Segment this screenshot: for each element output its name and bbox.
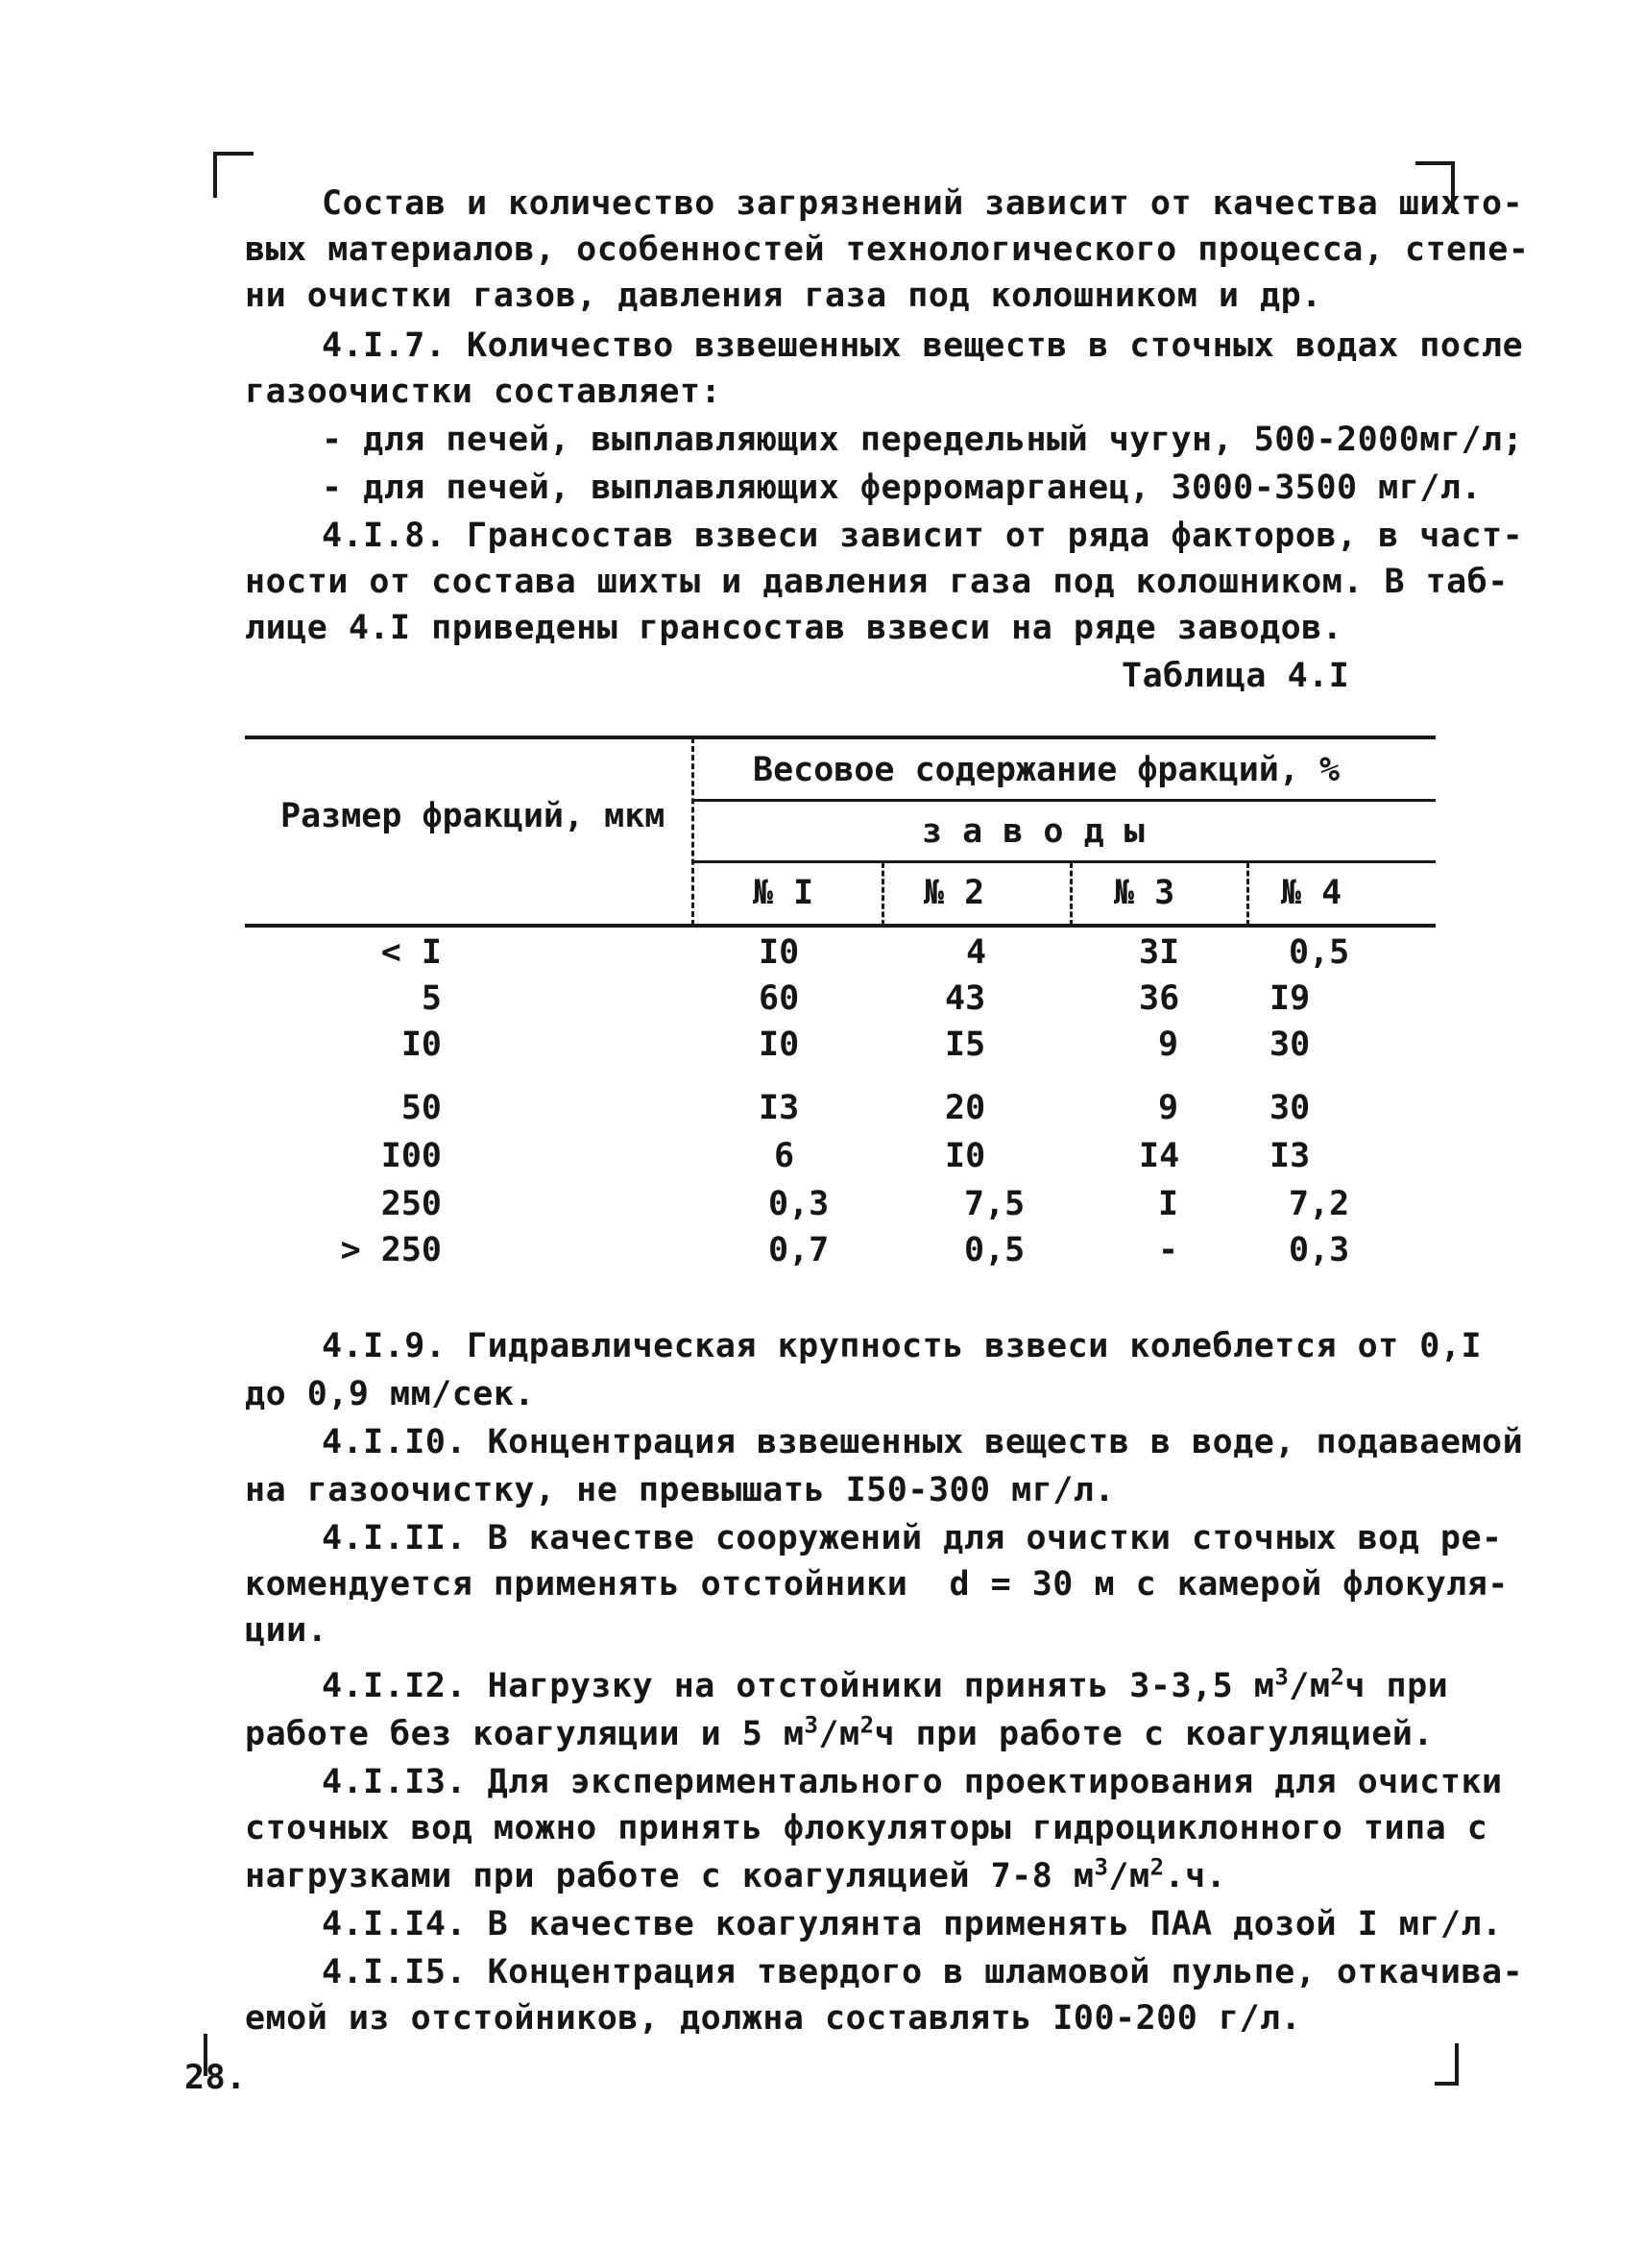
cell-value: I5 [945, 1025, 986, 1064]
table-header-bottom-rule [245, 924, 1436, 928]
cell-value: 9 [1158, 1025, 1179, 1064]
text-line: 4.I.7. Количество взвешенных веществ в сточных водах после [322, 326, 1524, 365]
text-segment: 4.I.I2. Нагрузку на отстойники принять 3-3,5 м [322, 1667, 1275, 1705]
cell-value: 6 [774, 1137, 795, 1175]
text-line: комендуется применять отстойники d = 30 м с камерой флокуля- [245, 1565, 1509, 1604]
cell-value: 43 [945, 979, 986, 1018]
cell-value: 30 [1269, 1025, 1311, 1064]
table-caption: Таблица 4.I [1122, 657, 1350, 695]
text-line: ности от состава шихты и давления газа под колошником. В таб- [245, 563, 1509, 601]
cell-value: I3 [759, 1089, 800, 1127]
superscript: 3 [1094, 1853, 1109, 1881]
cell-value: 30 [1269, 1089, 1311, 1127]
cell-value: - [1158, 1231, 1179, 1269]
text-line: ни очистки газов, давления газа под колошником и др. [245, 277, 1322, 315]
text-line: вых материалов, особенностей технологического процесса, степе- [245, 230, 1530, 269]
cell-value: 0,3 [768, 1185, 830, 1223]
page-number: 28. [184, 2059, 247, 2097]
table-col-divider [1070, 862, 1073, 926]
table-group-rule [693, 799, 1436, 802]
superscript: 2 [1330, 1663, 1345, 1691]
corner-mark-top-left-v [213, 152, 217, 198]
cell-value: 7,5 [964, 1185, 1026, 1223]
cell-size: 250 [380, 1185, 442, 1223]
cell-value: I0 [759, 1025, 800, 1064]
table-sub-rule [693, 860, 1436, 863]
corner-mark-bottom-right-h [1435, 2082, 1458, 2086]
table-header-size: Размер фракций, мкм [280, 797, 665, 835]
table-col-divider [882, 862, 884, 926]
superscript: 3 [1274, 1663, 1290, 1691]
table-header-plants: з а в о д ы [922, 812, 1145, 851]
table-col-divider [1246, 862, 1249, 926]
superscript: 2 [859, 1711, 875, 1739]
cell-value: 0,5 [1289, 933, 1350, 972]
text-line: 4.I.I0. Концентрация взвешенных веществ в воде, подаваемой [322, 1423, 1524, 1461]
cell-value: 20 [945, 1089, 986, 1127]
text-line: газоочистки составляет: [245, 373, 722, 411]
cell-value: 0,7 [768, 1231, 830, 1269]
cell-value: 3I [1139, 933, 1180, 972]
table-header-plant-2: № 2 [924, 874, 985, 912]
cell-size: I00 [380, 1137, 442, 1175]
text-line: на газоочистку, не превышать I50-300 мг/л. [245, 1471, 1116, 1509]
text-line: 4.I.9. Гидравлическая крупность взвеси колеблется от 0,I [322, 1327, 1483, 1365]
text-segment: ч при работе с коагуляцией. [874, 1715, 1434, 1753]
text-line [322, 1663, 1448, 1709]
cell-value: 36 [1139, 979, 1180, 1018]
table-header-group: Весовое содержание фракций, % [753, 751, 1341, 789]
cell-value: 0,5 [964, 1231, 1026, 1269]
corner-mark-bottom-right-v [1455, 2043, 1459, 2086]
text-line: 4.I.I3. Для экспериментального проектирования для очистки [322, 1763, 1503, 1801]
table-top-rule [245, 736, 1436, 739]
text-line: 4.I.8. Грансостав взвеси зависит от ряда факторов, в част- [322, 517, 1524, 555]
text-line: 4.I.I4. В качестве коагулянта применять ПАА дозой I мг/л. [322, 1905, 1503, 1943]
cell-size: 50 [400, 1089, 442, 1127]
text-line: 4.I.I5. Концентрация твердого в шламовой пульпе, откачива- [322, 1953, 1524, 1991]
text-line: ции. [245, 1611, 328, 1650]
text-segment: /м [818, 1715, 860, 1753]
cell-value: 4 [966, 933, 987, 972]
cell-value: 9 [1158, 1089, 1179, 1127]
text-line: Состав и количество загрязнений зависит от качества шихто- [322, 184, 1524, 223]
superscript: 2 [1149, 1853, 1165, 1881]
cell-value: I9 [1269, 979, 1311, 1018]
text-line: сточных вод можно принять флокуляторы гидроциклонного типа с [245, 1809, 1488, 1847]
cell-size: > 250 [340, 1231, 442, 1269]
cell-value: 0,3 [1289, 1231, 1350, 1269]
cell-value: 7,2 [1289, 1185, 1350, 1223]
cell-value: I0 [759, 933, 800, 972]
text-line: емой из отстойников, должна составлять I00-200 г/л. [245, 1999, 1302, 2038]
text-segment: /м [1289, 1667, 1331, 1705]
text-line [245, 1711, 1434, 1757]
text-line: - для печей, выплавляющих передельный чугун, 500-2000мг/л; [322, 421, 1524, 459]
cell-value: I4 [1139, 1137, 1180, 1175]
corner-mark-top-right-h [1415, 161, 1454, 165]
text-line: лице 4.I приведены грансостав взвеси на ряде заводов. [245, 609, 1343, 647]
superscript: 3 [804, 1711, 819, 1739]
cell-value: I3 [1269, 1137, 1311, 1175]
corner-mark-top-left-h [213, 152, 254, 156]
text-line: - для печей, выплавляющих ферромарганец, 3000-3500 мг/л. [322, 469, 1483, 507]
cell-value: 60 [759, 979, 800, 1018]
text-segment: .ч. [1164, 1857, 1227, 1895]
table-header-plant-1: № I [753, 874, 814, 912]
cell-value: I [1158, 1185, 1179, 1223]
table-header-plant-3: № 3 [1114, 874, 1175, 912]
text-segment: работе без коагуляции и 5 м [245, 1715, 805, 1753]
cell-value: I0 [945, 1137, 986, 1175]
table-col-divider [691, 737, 694, 926]
cell-size: I0 [400, 1025, 442, 1064]
text-segment: нагрузками при работе с коагуляцией 7-8 м [245, 1857, 1095, 1895]
cell-size: < I [380, 933, 442, 972]
cell-size: 5 [421, 979, 442, 1018]
text-line: 4.I.II. В качестве сооружений для очистки сточных вод ре- [322, 1519, 1503, 1557]
text-segment: /м [1108, 1857, 1150, 1895]
text-line [245, 1853, 1226, 1899]
text-line: до 0,9 мм/сек. [245, 1375, 536, 1413]
table-header-plant-4: № 4 [1281, 874, 1342, 912]
text-segment: ч при [1344, 1667, 1449, 1705]
